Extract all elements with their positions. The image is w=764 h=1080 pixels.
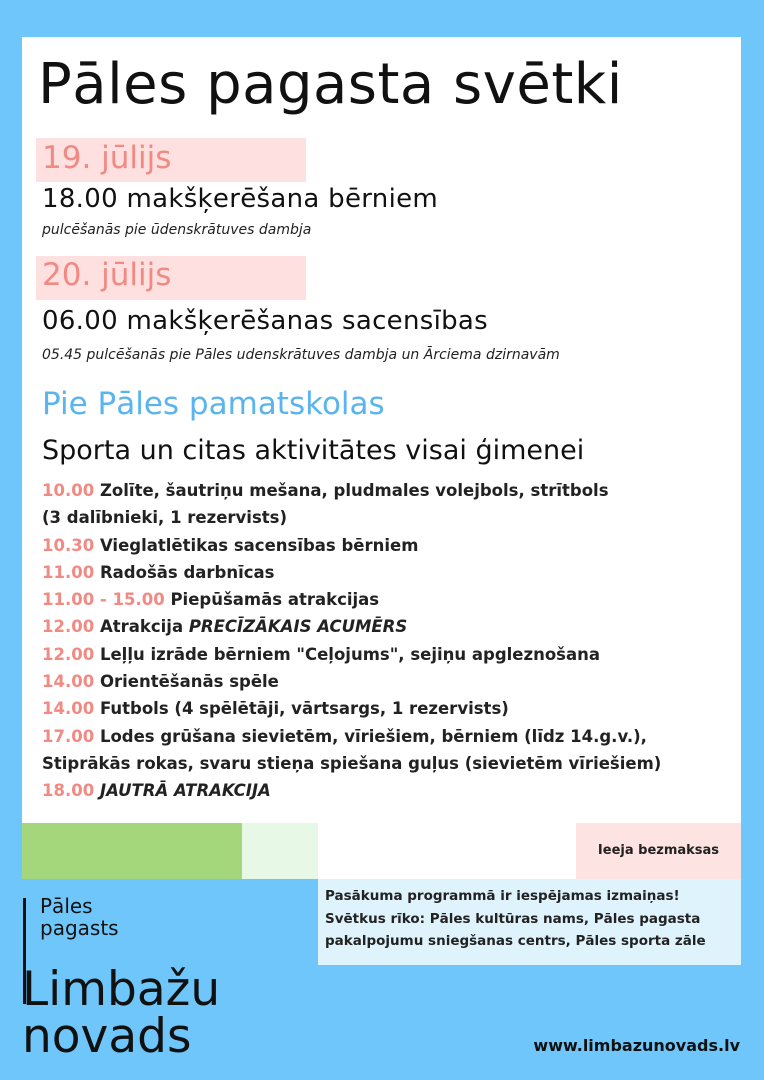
poster-title: Pāles pagasta svētki [38, 52, 623, 117]
schedule-text: Radošās darbnīcas [99, 562, 275, 582]
schedule-item [42, 777, 732, 804]
schedule-text: (3 dalībnieki, 1 rezervists) [42, 508, 288, 528]
notice-line: Svētkus rīko: Pāles kultūras nams, Pāles pagasta [325, 910, 701, 927]
schedule-text: Zolīte, šautriņu mešana, pludmales volejbols, strītbols [99, 481, 609, 500]
schedule-item [42, 695, 732, 722]
schedule-item [42, 504, 732, 531]
logo-line-pales: Pāles [40, 894, 93, 918]
decor-block-light-green [242, 823, 318, 879]
schedule-text: Orientēšanās spēle [99, 672, 279, 692]
logo-line-limbazu: Limbažu [22, 962, 221, 1017]
schedule-item [42, 613, 732, 640]
event-2-note: 05.45 pulcēšanās pie Pāles udenskrātuves dambja un Ārciema dzirnavām [42, 347, 560, 363]
section-subtitle: Sporta un citas aktivitātes visai ģimenei [42, 435, 585, 466]
notice-line: pakalpojumu sniegšanas centrs, Pāles sporta zāle [325, 933, 706, 949]
schedule-time: 11.00 [42, 562, 95, 582]
schedule-item [42, 532, 732, 559]
schedule-item [42, 641, 732, 668]
notice-line: Pasākuma programmā ir iespējamas izmaiņas! [325, 888, 680, 904]
schedule-time: 10.30 [42, 535, 95, 555]
schedule-time: 18.00 [42, 781, 95, 801]
schedule-list [42, 477, 732, 805]
schedule-item [42, 668, 732, 695]
schedule-text: Atrakcija [99, 617, 184, 637]
schedule-text: Leļļu izrāde bērniem "Ceļojums", sejiņu apgleznošana [99, 644, 601, 664]
entry-free-label: Ieeja bezmaksas [597, 843, 720, 858]
schedule-time: 14.00 [42, 699, 95, 719]
schedule-item [42, 477, 732, 504]
decor-block-white [318, 823, 576, 879]
event-1-note: pulcēšanās pie ūdenskrātuves dambja [42, 222, 312, 238]
schedule-item [42, 559, 732, 586]
schedule-text: Stiprākās rokas, svaru stieņa spiešana guļus (sievietēm vīriešiem) [42, 753, 662, 773]
schedule-time: 14.00 [42, 672, 95, 692]
logo-line-pagasts: pagasts [40, 916, 119, 940]
section-title: Pie Pāles pamatskolas [42, 386, 385, 422]
schedule-item [42, 723, 732, 750]
event-1-title: 18.00 makšķerēšana bērniem [42, 184, 439, 214]
website-link[interactable]: www.limbazunovads.lv [533, 1036, 740, 1055]
schedule-text: Piepūšamās atrakcijas [170, 590, 380, 610]
schedule-item [42, 586, 732, 613]
schedule-time: 12.00 [42, 644, 95, 664]
date-1: 19. jūlijs [42, 140, 172, 176]
schedule-time: 12.00 [42, 617, 95, 637]
date-2: 20. jūlijs [42, 257, 172, 293]
schedule-item [42, 750, 732, 777]
schedule-time: 10.00 [42, 481, 95, 500]
schedule-highlight: JAUTRĀ ATRAKCIJA [99, 781, 271, 801]
schedule-time: 17.00 [42, 726, 95, 746]
decor-block-green [22, 823, 242, 879]
event-2-title: 06.00 makšķerēšanas sacensības [42, 306, 488, 336]
schedule-text: Lodes grūšana sievietēm, vīriešiem, bērniem (līdz 14.g.v.), [99, 726, 647, 746]
schedule-highlight: PRECĪZĀKAIS ACUMĒRS [188, 617, 408, 637]
logo-line-novads: novads [22, 1009, 192, 1064]
schedule-time: 11.00 - 15.00 [42, 590, 165, 610]
schedule-text: Vieglatlētikas sacensības bērniem [99, 535, 419, 555]
notice-box [318, 879, 741, 965]
schedule-text: Futbols (4 spēlētāji, vārtsargs, 1 rezervists) [99, 699, 509, 719]
